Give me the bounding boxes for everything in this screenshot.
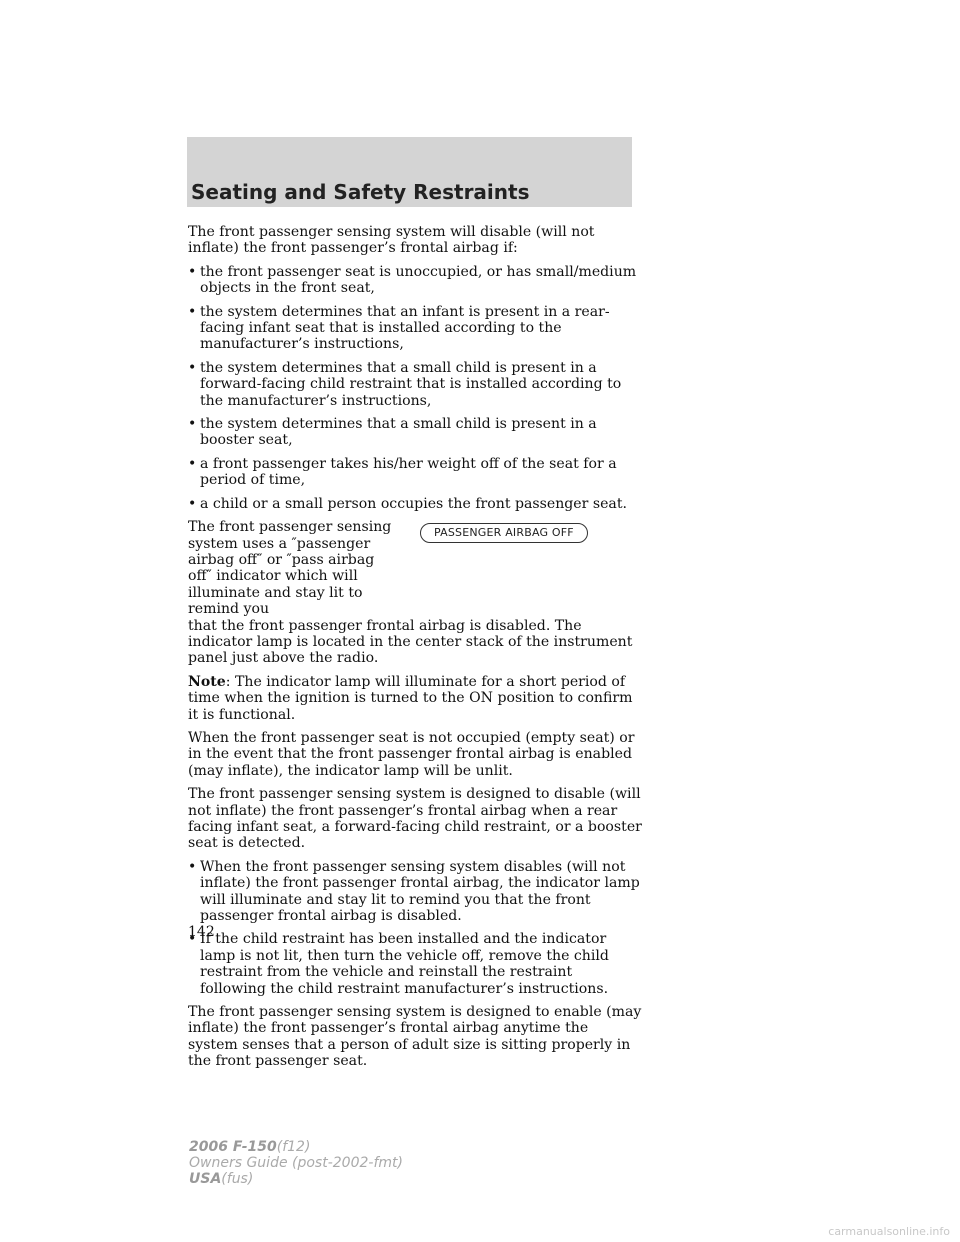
- watermark: carmanualsonline.info: [828, 1225, 950, 1238]
- document-footer: [189, 1139, 403, 1187]
- list-item: • When the front passenger sensing system disables (will not inflate) the front passenger frontal airbag, the indicator lamp will illuminate and stay lit to remind you that the front passenger frontal airbag is disabled.: [188, 859, 642, 925]
- unlit-paragraph: When the front passenger seat is not occupied (empty seat) or in the event that the front passenger frontal airbag is enabled (may inflate), the indicator lamp will be unlit.: [188, 729, 635, 779]
- list-item: • the system determines that an infant is present in a rear-facing infant seat that is installed according to the manufacturer’s instructions,: [188, 304, 642, 353]
- passenger-airbag-off-indicator: PASSENGER AIRBAG OFF: [420, 523, 588, 543]
- list-item: • the system determines that a small child is present in a booster seat,: [188, 416, 642, 449]
- footer-line-2: Owners Guide (post-2002-fmt): [189, 1155, 403, 1171]
- indicator-paragraph-part1: The front passenger sensing system uses a ″passenger airbag off″ or ″pass airbag off″ indicator which will illuminate and stay lit to remind you: [188, 519, 392, 618]
- disable-conditions-list: [188, 264, 642, 512]
- intro-paragraph: The front passenger sensing system will disable (will not inflate) the front passenger’s frontal airbag if:: [188, 224, 595, 257]
- detected-bullets-list: [188, 859, 642, 997]
- indicator-paragraph: [188, 519, 642, 667]
- section-title: Seating and Safety Restraints: [191, 180, 530, 204]
- footer-line-3: [189, 1171, 403, 1187]
- note-paragraph: [188, 674, 642, 723]
- list-item: • the system determines that a small child is present in a forward-facing child restraint that is installed according to the manufacturer’s instructions,: [188, 360, 642, 409]
- list-item: • a child or a small person occupies the front passenger seat.: [188, 496, 642, 512]
- indicator-paragraph-part2: that the front passenger frontal airbag is disabled. The indicator lamp is located in the center stack of the instrument panel just above the radio.: [188, 617, 633, 667]
- list-item: • a front passenger takes his/her weight off of the seat for a period of time,: [188, 456, 642, 489]
- footer-market-code: (fus): [221, 1171, 254, 1187]
- enable-paragraph: The front passenger sensing system is designed to enable (may inflate) the front passenger’s frontal airbag anytime the system senses that a person of adult size is sitting properly in the front passenger seat.: [188, 1004, 642, 1070]
- note-text: : The indicator lamp will illuminate for a short period of time when the ignition is turned to the ON position to confirm it is functional.: [188, 673, 633, 723]
- footer-market: USA: [189, 1171, 222, 1187]
- footer-line-1: [189, 1139, 403, 1155]
- designed-disable-paragraph: The front passenger sensing system is designed to disable (will not inflate) the front passenger’s frontal airbag when a rear facing infant seat, a forward-facing child restraint, or a booster seat is detected.: [188, 786, 642, 852]
- page-number: 142: [188, 924, 215, 940]
- note-label: Note: [188, 673, 226, 690]
- footer-model: 2006 F-150: [189, 1139, 277, 1155]
- page-content: [188, 224, 642, 1077]
- list-item: • the front passenger seat is unoccupied, or has small/medium objects in the front seat,: [188, 264, 642, 297]
- list-item: • If the child restraint has been installed and the indicator lamp is not lit, then turn the vehicle off, remove the child restraint from the vehicle and reinstall the restraint following the child restraint manufacturer’s instructions.: [188, 931, 642, 997]
- footer-code: (f12): [276, 1139, 311, 1155]
